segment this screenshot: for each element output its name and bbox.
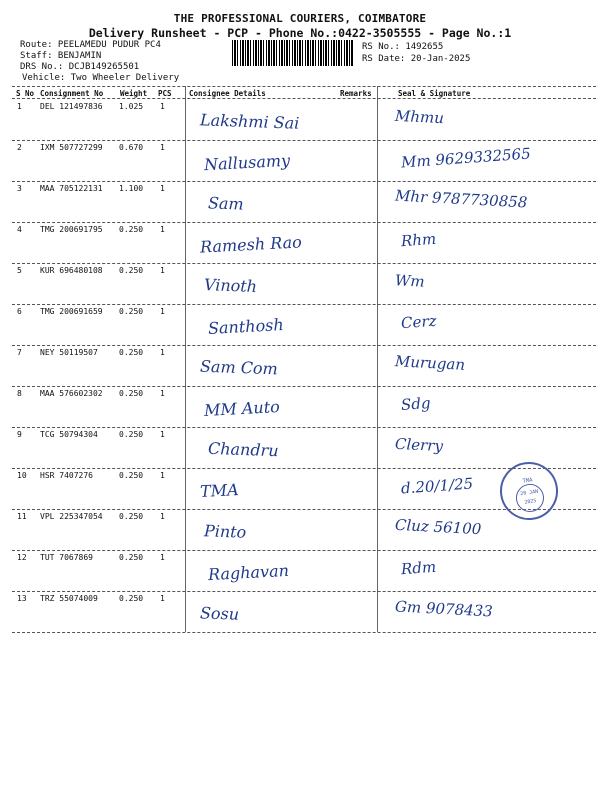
- column-header-consignment: Consignment No: [40, 89, 104, 98]
- row-pcs: 1: [160, 471, 165, 480]
- row-divider: [12, 140, 596, 141]
- row-weight: 1.100: [119, 184, 144, 193]
- row-sno: 1: [17, 102, 22, 111]
- row-signature-handwriting: Cluz 56100: [394, 515, 482, 539]
- rs-date: RS Date: 20-Jan-2025: [362, 54, 471, 64]
- row-consignment-no: IXM 507727299: [40, 143, 103, 152]
- row-signature-handwriting: Clerry: [394, 434, 444, 456]
- row-sno: 5: [17, 266, 22, 275]
- row-consignment-no: TMG 200691795: [40, 225, 103, 234]
- row-pcs: 1: [160, 143, 165, 152]
- column-header-sno: S No: [16, 89, 35, 98]
- column-header-weight: Weight: [120, 89, 148, 98]
- row-weight: 0.250: [119, 307, 144, 316]
- row-divider: [12, 304, 596, 305]
- row-sno: 6: [17, 307, 22, 316]
- row-divider: [12, 427, 596, 428]
- row-consignee-handwriting: Santhosh: [207, 315, 285, 338]
- row-weight: 1.025: [119, 102, 144, 111]
- row-divider: [12, 222, 596, 223]
- barcode: [232, 40, 354, 66]
- row-consignee-handwriting: MM Auto: [203, 397, 281, 420]
- row-pcs: 1: [160, 553, 165, 562]
- row-divider: [12, 263, 596, 264]
- row-weight: 0.670: [119, 143, 144, 152]
- row-consignment-no: VPL 225347054: [40, 512, 103, 521]
- row-consignee-handwriting: Nallusamy: [203, 150, 291, 175]
- row-consignee-handwriting: Chandru: [207, 438, 279, 461]
- route-label: Route: PEELAMEDU PUDUR PC4: [20, 40, 161, 50]
- row-consignee-handwriting: Sosu: [199, 603, 240, 624]
- vehicle-label: Vehicle: Two Wheeler Delivery: [22, 73, 180, 83]
- row-weight: 0.250: [119, 225, 144, 234]
- row-consignment-no: DEL 121497836: [40, 102, 103, 111]
- row-sno: 12: [17, 553, 27, 562]
- row-pcs: 1: [160, 307, 165, 316]
- row-consignment-no: MAA 705122131: [40, 184, 103, 193]
- rs-number: RS No.: 1492655: [362, 42, 444, 52]
- row-weight: 0.250: [119, 594, 144, 603]
- column-header-consignee: Consignee Details: [189, 89, 266, 98]
- row-weight: 0.250: [119, 430, 144, 439]
- row-pcs: 1: [160, 225, 165, 234]
- row-divider: [12, 591, 596, 592]
- row-sno: 3: [17, 184, 22, 193]
- company-name: THE PROFESSIONAL COURIERS, COIMBATORE: [173, 12, 427, 25]
- row-sno: 10: [17, 471, 27, 480]
- row-consignment-no: MAA 576602302: [40, 389, 103, 398]
- row-sno: 9: [17, 430, 22, 439]
- row-weight: 0.250: [119, 471, 144, 480]
- row-pcs: 1: [160, 266, 165, 275]
- row-weight: 0.250: [119, 512, 144, 521]
- row-signature-handwriting: Rhm: [400, 229, 437, 251]
- header-divider: [12, 98, 596, 99]
- row-sno: 13: [17, 594, 27, 603]
- row-pcs: 1: [160, 430, 165, 439]
- row-consignment-no: TCG 50794304: [40, 430, 98, 439]
- stamp-date: 20 JAN 2025: [514, 482, 546, 514]
- row-signature-handwriting: Gm 9078433: [394, 597, 494, 621]
- row-consignment-no: TRZ 55074009: [40, 594, 98, 603]
- row-consignee-handwriting: Ramesh Rao: [199, 232, 303, 257]
- row-pcs: 1: [160, 512, 165, 521]
- row-sno: 2: [17, 143, 22, 152]
- row-consignment-no: HSR 7407276: [40, 471, 93, 480]
- drs-number: DRS No.: DCJB149265501: [20, 62, 140, 72]
- table-top-border: [12, 86, 596, 87]
- row-consignee-handwriting: Pinto: [203, 521, 247, 542]
- row-pcs: 1: [160, 184, 165, 193]
- stamp-text: TMA: [522, 477, 533, 485]
- row-sno: 11: [17, 512, 27, 521]
- row-consignee-handwriting: Raghavan: [207, 560, 290, 585]
- row-pcs: 1: [160, 389, 165, 398]
- runsheet-title: Delivery Runsheet - PCP - Phone No.:0422-3505555 - Page No.:1: [88, 26, 512, 40]
- row-signature-handwriting: Rdm: [400, 557, 437, 579]
- row-signature-handwriting: Cerz: [400, 311, 438, 333]
- row-signature-handwriting: d.20/1/25: [400, 474, 474, 498]
- row-consignment-no: TUT 7067869: [40, 553, 93, 562]
- row-weight: 0.250: [119, 389, 144, 398]
- column-header-pcs: PCS: [158, 89, 172, 98]
- row-consignment-no: NEY 50119507: [40, 348, 98, 357]
- row-consignment-no: TMG 200691659: [40, 307, 103, 316]
- row-pcs: 1: [160, 594, 165, 603]
- row-sno: 7: [17, 348, 22, 357]
- row-sno: 8: [17, 389, 22, 398]
- row-signature-handwriting: Mhmu: [394, 106, 445, 128]
- staff-label: Staff: BENJAMIN: [20, 51, 102, 61]
- row-weight: 0.250: [119, 553, 144, 562]
- row-divider: [12, 550, 596, 551]
- row-consignee-handwriting: Vinoth: [203, 275, 258, 296]
- row-divider: [12, 181, 596, 182]
- row-signature-handwriting: Mhr 9787730858: [394, 186, 528, 212]
- column-header-remarks: Remarks: [340, 89, 372, 98]
- row-signature-handwriting: Sdg: [400, 393, 432, 415]
- row-pcs: 1: [160, 102, 165, 111]
- row-pcs: 1: [160, 348, 165, 357]
- row-weight: 0.250: [119, 348, 144, 357]
- row-consignee-handwriting: TMA: [199, 480, 240, 501]
- row-signature-handwriting: Wm: [394, 271, 426, 291]
- row-consignment-no: KUR 696480108: [40, 266, 103, 275]
- row-sno: 4: [17, 225, 22, 234]
- row-signature-handwriting: Murugan: [394, 352, 466, 374]
- row-signature-handwriting: Mm 9629332565: [400, 144, 532, 172]
- row-divider: [12, 345, 596, 346]
- row-consignee-handwriting: Sam: [207, 193, 244, 214]
- row-divider: [12, 632, 596, 633]
- row-consignee-handwriting: Lakshmi Sai: [199, 110, 300, 133]
- column-header-signature: Seal & Signature: [398, 89, 471, 98]
- row-weight: 0.250: [119, 266, 144, 275]
- row-consignee-handwriting: Sam Com: [199, 356, 279, 379]
- row-divider: [12, 386, 596, 387]
